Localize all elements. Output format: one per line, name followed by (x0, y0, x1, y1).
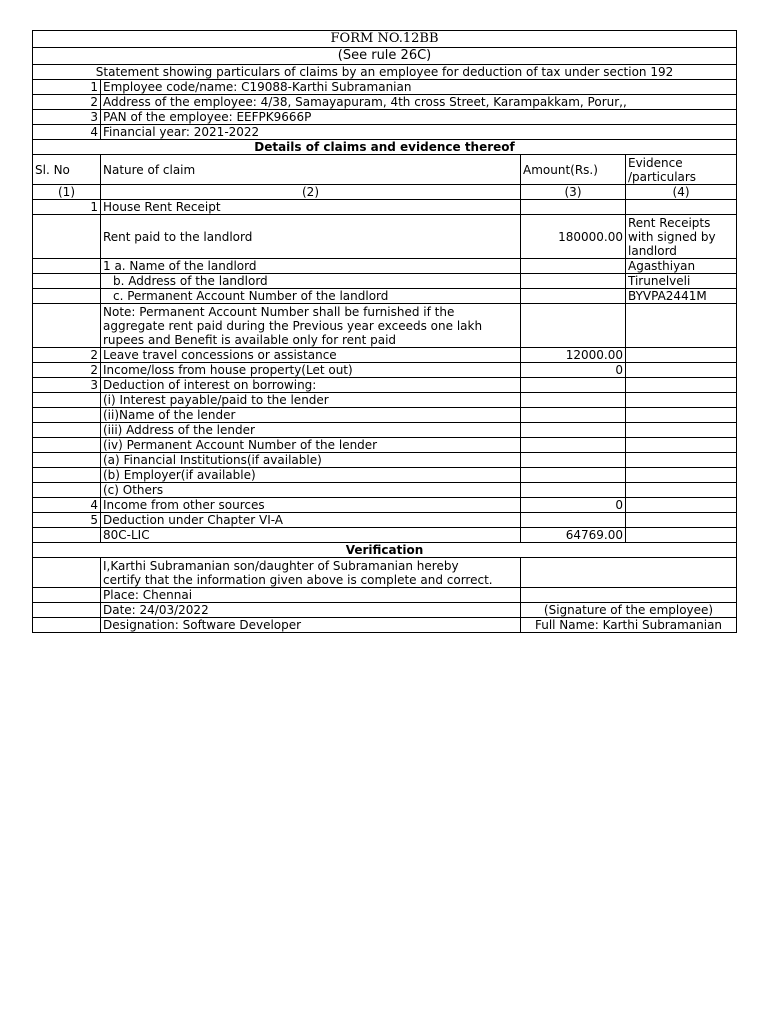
employee-row-no: 1 (33, 80, 101, 95)
pan-note-line2: aggregate rent paid during the Previous year exceeds one lakh (103, 318, 483, 333)
rent-evidence-line1: Rent Receipts (628, 215, 711, 230)
verification-statement (101, 558, 521, 588)
table-row (33, 304, 737, 348)
col-header-evidence-line1: Evidence (628, 155, 683, 170)
verification-statement-line1: I,Karthi Subramanian son/daughter of Subramanian hereby (103, 558, 459, 573)
empty-cell (626, 483, 737, 498)
empty-cell (521, 378, 626, 393)
landlord-name-label: 1 a. Name of the landlord (101, 259, 521, 274)
table-row (33, 498, 737, 513)
form-statement: Statement showing particulars of claims by an employee for deduction of tax under section 192 (33, 65, 737, 80)
empty-cell (626, 393, 737, 408)
table-row (33, 200, 737, 215)
empty-cell (626, 438, 737, 453)
employee-code-name: Employee code/name: C19088-Karthi Subramanian (101, 80, 737, 95)
table-row (33, 274, 737, 289)
landlord-pan-value: BYVPA2441M (626, 289, 737, 304)
employee-row (33, 110, 737, 125)
pan-note (101, 304, 521, 348)
place-row (33, 588, 737, 603)
table-row (33, 363, 737, 378)
empty-cell (626, 528, 737, 543)
title-row (33, 31, 737, 48)
empty-cell (33, 468, 101, 483)
empty-cell (521, 513, 626, 528)
landlord-name-value: Agasthiyan (626, 259, 737, 274)
interest-item: (iii) Address of the lender (101, 423, 521, 438)
empty-cell (33, 259, 101, 274)
verification-heading: Verification (33, 543, 737, 558)
other-income-amount: 0 (521, 498, 626, 513)
col-header-nature: Nature of claim (101, 155, 521, 185)
verification-statement-row (33, 558, 737, 588)
chapter6a-label: Deduction under Chapter VI-A (101, 513, 521, 528)
empty-cell (521, 304, 626, 348)
col-index-2: (2) (101, 185, 521, 200)
lic-label: 80C-LIC (101, 528, 521, 543)
subtitle-row (33, 48, 737, 65)
row-no: 2 (33, 363, 101, 378)
empty-cell (521, 483, 626, 498)
table-row (33, 483, 737, 498)
empty-cell (33, 453, 101, 468)
empty-cell (521, 453, 626, 468)
empty-cell (521, 274, 626, 289)
interest-item: (b) Employer(if available) (101, 468, 521, 483)
empty-cell (33, 483, 101, 498)
table-row (33, 378, 737, 393)
empty-cell (33, 603, 101, 618)
interest-item: (i) Interest payable/paid to the lender (101, 393, 521, 408)
employee-row-no: 2 (33, 95, 101, 110)
form-title: FORM NO.12BB (33, 31, 737, 48)
empty-cell (626, 408, 737, 423)
table-row (33, 513, 737, 528)
empty-cell (521, 259, 626, 274)
pan-note-line1: Note: Permanent Account Number shall be furnished if the (103, 304, 455, 319)
date: Date: 24/03/2022 (101, 603, 521, 618)
form-12bb-table (32, 30, 737, 633)
table-row (33, 453, 737, 468)
lta-amount: 12000.00 (521, 348, 626, 363)
landlord-pan-label: c. Permanent Account Number of the landlord (101, 289, 521, 304)
col-index-4: (4) (626, 185, 737, 200)
empty-cell (521, 588, 737, 603)
empty-cell (33, 215, 101, 259)
signature-label: (Signature of the employee) (521, 603, 737, 618)
rent-evidence (626, 215, 737, 259)
form-subtitle: (See rule 26C) (33, 48, 737, 65)
rent-label: Rent paid to the landlord (101, 215, 521, 259)
empty-cell (33, 558, 101, 588)
row-no: 5 (33, 513, 101, 528)
empty-cell (33, 588, 101, 603)
table-row (33, 528, 737, 543)
interest-label: Deduction of interest on borrowing: (101, 378, 521, 393)
rent-evidence-line2: with signed by (628, 229, 716, 244)
house-property-label: Income/loss from house property(Let out) (101, 363, 521, 378)
employee-row (33, 80, 737, 95)
employee-row (33, 95, 737, 110)
empty-cell (626, 423, 737, 438)
designation-row (33, 618, 737, 633)
empty-cell (626, 200, 737, 215)
col-header-evidence (626, 155, 737, 185)
interest-item: (a) Financial Institutions(if available) (101, 453, 521, 468)
lic-amount: 64769.00 (521, 528, 626, 543)
table-row (33, 348, 737, 363)
pan-note-line3: rupees and Benefit is available only for rent paid (103, 332, 397, 347)
interest-item: (ii)Name of the lender (101, 408, 521, 423)
empty-cell (521, 393, 626, 408)
empty-cell (626, 304, 737, 348)
empty-cell (521, 468, 626, 483)
place: Place: Chennai (101, 588, 521, 603)
empty-cell (626, 513, 737, 528)
table-row (33, 289, 737, 304)
financial-year: Financial year: 2021-2022 (101, 125, 737, 140)
empty-cell (521, 200, 626, 215)
table-row (33, 215, 737, 259)
other-income-label: Income from other sources (101, 498, 521, 513)
col-index-3: (3) (521, 185, 626, 200)
verification-heading-row (33, 543, 737, 558)
landlord-address-value: Tirunelveli (626, 274, 737, 289)
column-index-row (33, 185, 737, 200)
employee-row-no: 3 (33, 110, 101, 125)
empty-cell (33, 618, 101, 633)
employee-row-no: 4 (33, 125, 101, 140)
empty-cell (521, 438, 626, 453)
row-no: 1 (33, 200, 101, 215)
empty-cell (626, 378, 737, 393)
empty-cell (626, 453, 737, 468)
col-header-amount: Amount(Rs.) (521, 155, 626, 185)
empty-cell (33, 528, 101, 543)
designation: Designation: Software Developer (101, 618, 521, 633)
table-row (33, 438, 737, 453)
employee-address: Address of the employee: 4/38, Samayapuram, 4th cross Street, Karampakkam, Porur,, (101, 95, 737, 110)
statement-row (33, 65, 737, 80)
col-index-1: (1) (33, 185, 101, 200)
hra-title: House Rent Receipt (101, 200, 521, 215)
empty-cell (521, 558, 737, 588)
employee-pan: PAN of the employee: EEFPK9666P (101, 110, 737, 125)
lta-label: Leave travel concessions or assistance (101, 348, 521, 363)
full-name: Full Name: Karthi Subramanian (521, 618, 737, 633)
table-row (33, 408, 737, 423)
table-row (33, 468, 737, 483)
landlord-address-label: b. Address of the landlord (101, 274, 521, 289)
empty-cell (521, 423, 626, 438)
rent-amount: 180000.00 (521, 215, 626, 259)
date-row (33, 603, 737, 618)
col-header-slno: Sl. No (33, 155, 101, 185)
interest-item: (iv) Permanent Account Number of the lender (101, 438, 521, 453)
column-header-row (33, 155, 737, 185)
interest-item: (c) Others (101, 483, 521, 498)
empty-cell (33, 393, 101, 408)
row-no: 3 (33, 378, 101, 393)
empty-cell (626, 363, 737, 378)
table-row (33, 393, 737, 408)
col-header-evidence-line2: /particulars (628, 169, 697, 184)
house-property-amount: 0 (521, 363, 626, 378)
empty-cell (33, 423, 101, 438)
row-no: 4 (33, 498, 101, 513)
empty-cell (626, 498, 737, 513)
verification-statement-line2: certify that the information given above is complete and correct. (103, 572, 493, 587)
details-heading: Details of claims and evidence thereof (33, 140, 737, 155)
rent-evidence-line3: landlord (628, 243, 677, 258)
empty-cell (521, 408, 626, 423)
table-row (33, 423, 737, 438)
details-heading-row (33, 140, 737, 155)
empty-cell (33, 438, 101, 453)
row-no: 2 (33, 348, 101, 363)
empty-cell (33, 304, 101, 348)
empty-cell (33, 274, 101, 289)
employee-row (33, 125, 737, 140)
table-row (33, 259, 737, 274)
empty-cell (521, 289, 626, 304)
empty-cell (626, 468, 737, 483)
empty-cell (33, 408, 101, 423)
empty-cell (626, 348, 737, 363)
empty-cell (33, 289, 101, 304)
